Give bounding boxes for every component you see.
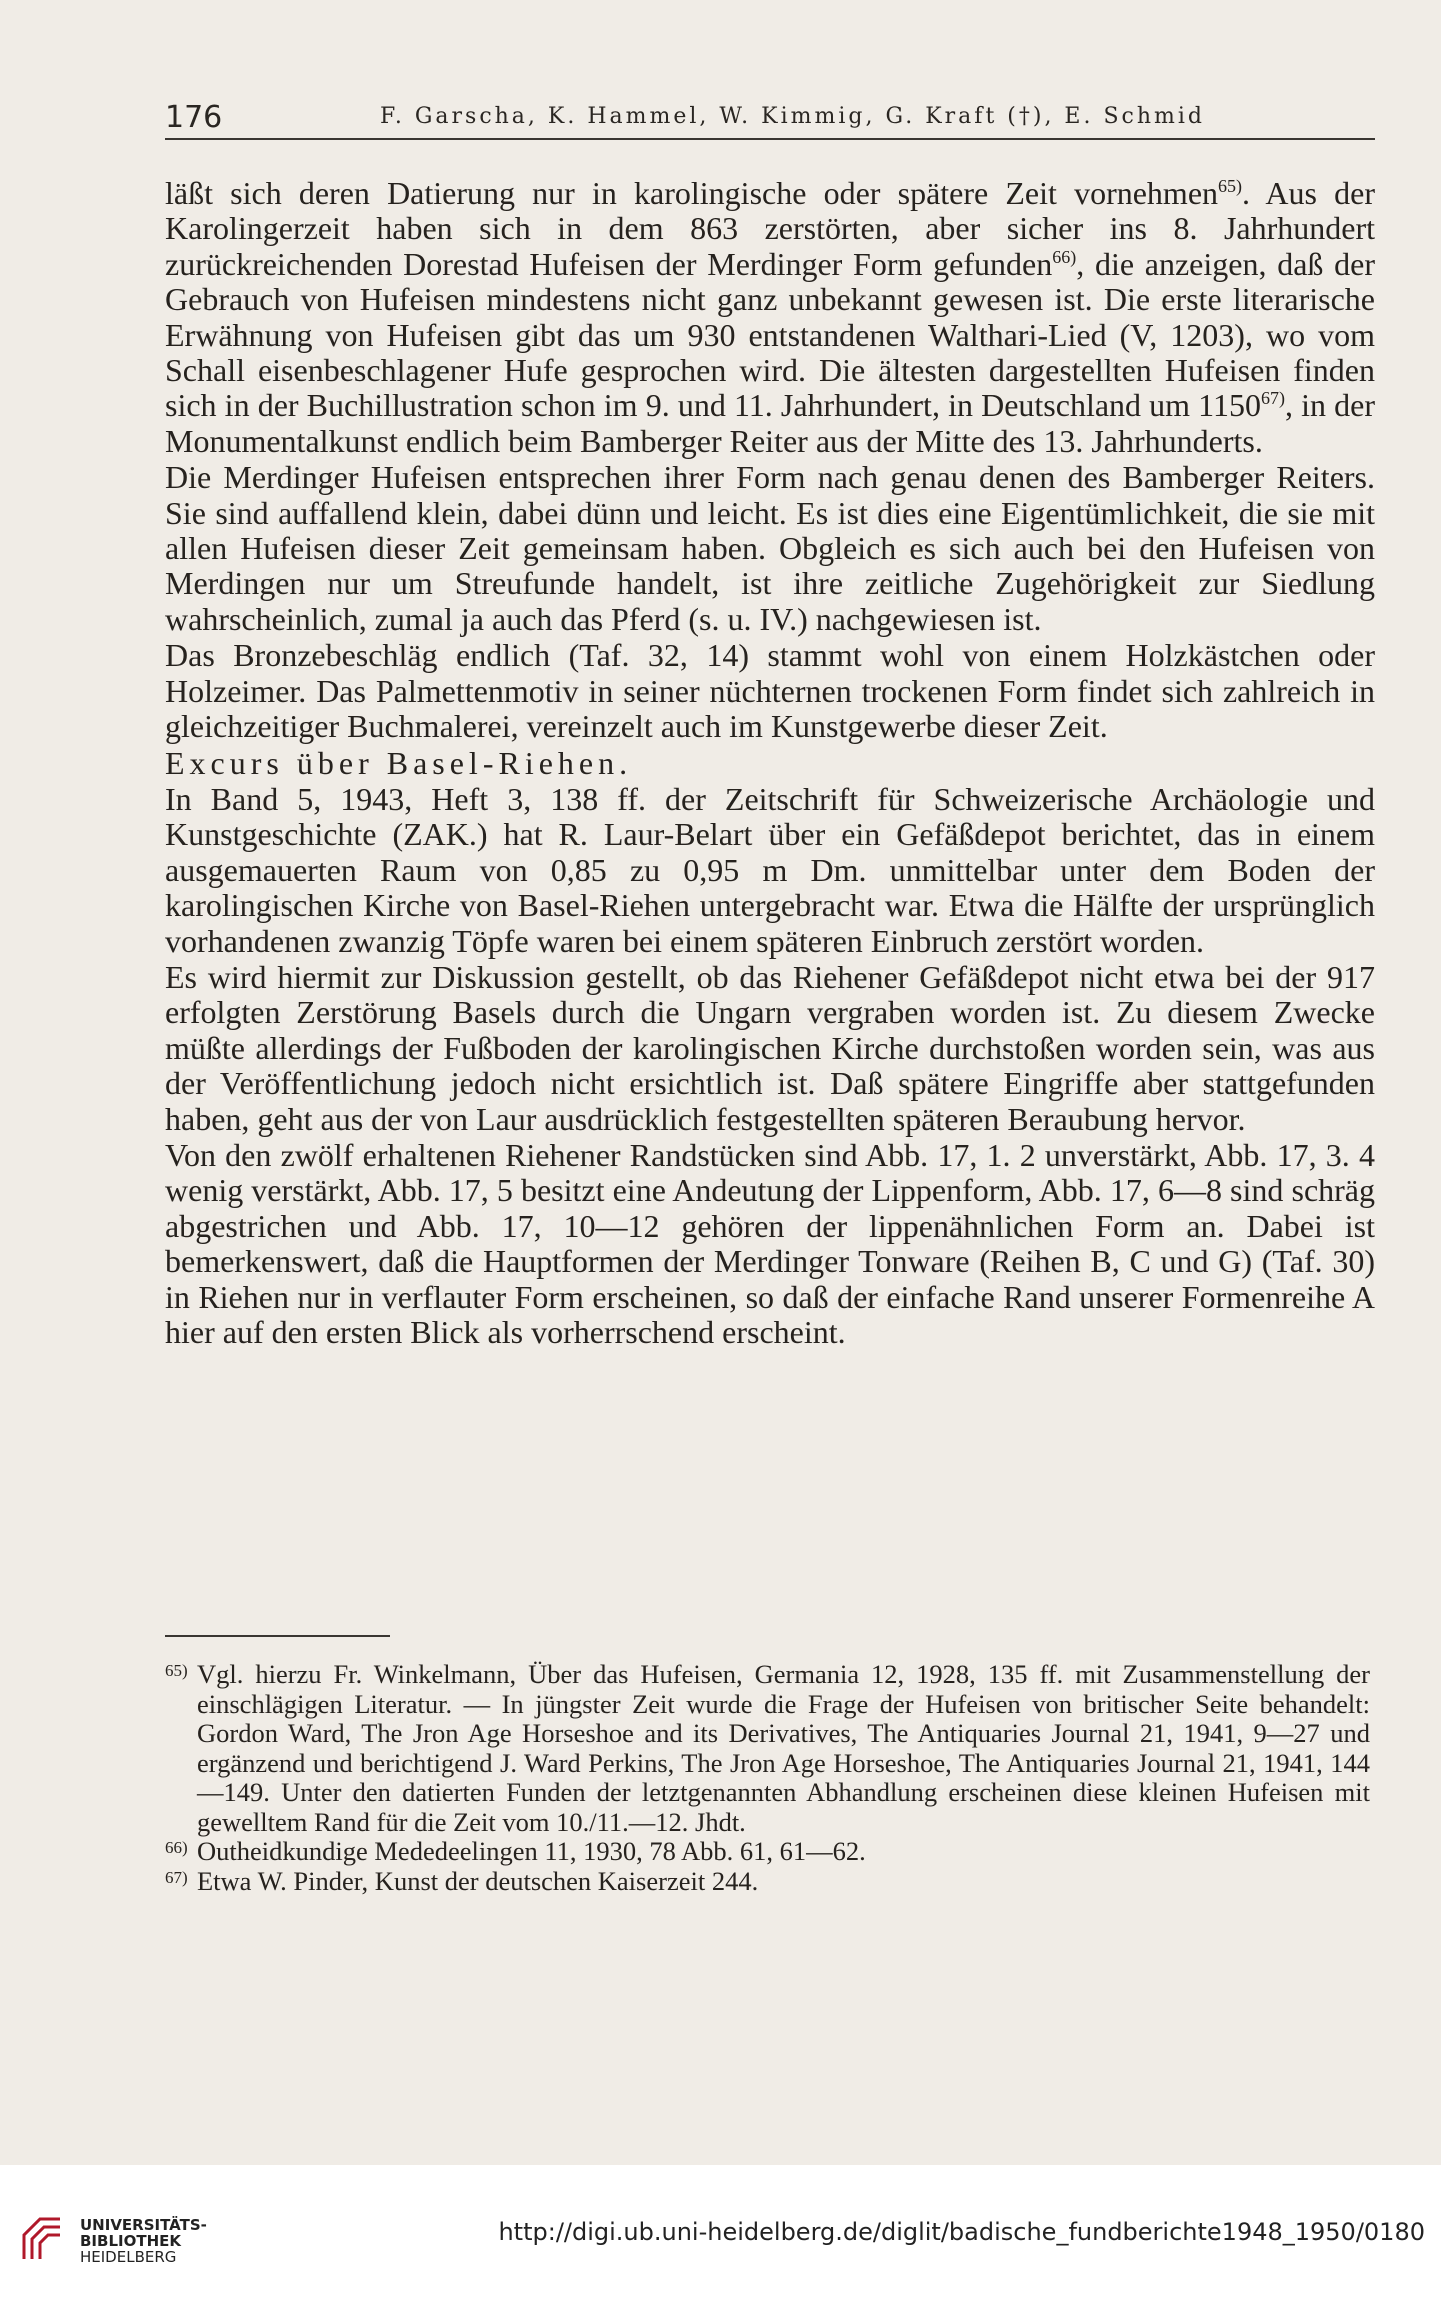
library-name-line-1: UNIVERSITÄTS- xyxy=(80,2216,207,2234)
source-url-link[interactable]: http://digi.ub.uni-heidelberg.de/diglit/badische_fundberichte1948_1950/0180 xyxy=(498,2218,1425,2246)
footnote-mark: 67) xyxy=(165,1867,188,1887)
library-logo-icon xyxy=(18,2215,66,2263)
paragraph-6: Von den zwölf erhaltenen Riehener Randstücken sind Abb. 17, 1. 2 unverstärkt, Abb. 17, 3. 4 wenig verstärkt, Abb. 17, 5 besitzt eine Andeutung der Lippenform, Abb. 17, 6—8 sind schräg abgestrichen und Abb. 17, 10—12 gehören der lippenähnlichen Form an. Dabei ist bemerkenswert, daß die Hauptformen der Merdinger Tonware (Reihen B, C und G) (Taf. 30) in Riehen nur in verflauter Form erscheinen, so daß der einfache Rand unserer Formenreihe A hier auf den ersten Blick als vorherrschend erscheint. xyxy=(165,1136,1375,1350)
library-name xyxy=(80,2217,207,2265)
footnote-text: Outheidkundige Mededeelingen 11, 1930, 78 Abb. 61, 61—62. xyxy=(197,1836,866,1866)
body-text xyxy=(165,176,1375,1351)
footnote-ref-65[interactable]: 65) xyxy=(1218,176,1243,196)
footnote-mark: 65) xyxy=(165,1661,188,1680)
paragraph-4: In Band 5, 1943, Heft 3, 138 ff. der Zeitschrift für Schweizerische Archäologie und Kunstgeschichte (ZAK.) hat R. Laur-Belart über ein Gefäßdepot berichtet, das in einem ausgemauerten Raum von 0,85 zu 0,95 m Dm. unmittelbar unter dem Boden der karolingischen Kirche von Basel-Riehen untergebracht war. Etwa die Hälfte der ursprünglich vorhandenen zwanzig Töpfe waren bei einem späteren Einbruch zerstört worden. xyxy=(165,780,1375,959)
library-name-line-3: HEIDELBERG xyxy=(80,2248,177,2266)
running-head: F. Garscha, K. Hammel, W. Kimmig, G. Kraft (†), E. Schmid xyxy=(380,104,1206,129)
footer-bar xyxy=(0,2165,1441,2311)
paragraph-1-part-d: , in der Monumentalkunst endlich beim Bamberger Reiter aus der Mitte des 13. Jahrhunderts. xyxy=(165,387,1376,459)
footnote-ref-67[interactable]: 67) xyxy=(1261,388,1285,409)
paragraph-1-part-b: . Aus der Karolingerzeit haben sich in dem 863 zerstörten, aber sicher ins 8. Jahrhundert zurückreichenden Dorestad Hufeisen der Merdinger Form gefunden xyxy=(165,175,1376,282)
paragraph-1 xyxy=(165,176,1375,459)
paragraph-1-part-c: , die anzeigen, daß der Gebrauch von Hufeisen mindestens nicht ganz unbekannt gewesen ist. Die erste literarische Erwähnung von Hufeisen gibt das um 930 entstandenen Walthari-Lied (V, 1203), wo vom Schall eisenbeschlagener Hufe gesprochen wird. Die ältesten dargestellten Hufeisen finden sich in der Buchillustration schon im 9. und 11. Jahrhundert, in Deutschland um 1150 xyxy=(165,245,1376,424)
paragraph-3: Das Bronzebeschläg endlich (Taf. 32, 14) stammt wohl von einem Holzkästchen oder Holzeimer. Das Palmettenmotiv in seiner nüchternen trockenen Form findet sich zahlreich in gleichzeitiger Buchmalerei, vereinzelt auch im Kunstgewerbe dieser Zeit. xyxy=(165,637,1375,745)
footnote-65 xyxy=(165,1660,1370,1837)
page-number: 176 xyxy=(165,100,223,135)
footnote-text: Vgl. hierzu Fr. Winkelmann, Über das Hufeisen, Germania 12, 1928, 135 ff. mit Zusammenstellung der einschlägigen Literatur. — In jüngster Zeit wurde die Frage der Hufeisen von britischer Seite behandelt: Gordon Ward, The Jron Age Horseshoe and its Derivatives, The Antiquaries Journal 21, 1941, 9—27 und ergänzend und berichtigend J. Ward Perkins, The Jron Age Horseshoe, The Antiquaries Journal 21, 1941, 144—149. Unter den datierten Funden der letztgenannten Abhandlung erscheinen diese kleinen Hufeisen mit gewelltem Rand für die Zeit vom 10./11.—12. Jhdt. xyxy=(197,1659,1370,1837)
excurs-heading: Excurs über Basel-Riehen. xyxy=(165,744,633,781)
paragraph-5: Es wird hiermit zur Diskussion gestellt, ob das Riehener Gefäßdepot nicht etwa bei der 917 erfolgten Zerstörung Basels durch die Ungarn vergraben worden ist. Zu diesem Zwecke müßte allerdings der Fußboden der karolingischen Kirche durchstoßen worden sein, was aus der Veröffentlichung jedoch nicht ersichtlich ist. Daß spätere Eingriffe aber stattgefunden haben, geht aus der von Laur ausdrücklich festgestellten späteren Beraubung hervor. xyxy=(165,958,1375,1137)
footnote-ref-66[interactable]: 66) xyxy=(1052,246,1077,267)
paragraph-2: Die Merdinger Hufeisen entsprechen ihrer Form nach genau denen des Bamberger Reiters. Sie sind auffallend klein, dabei dünn und leicht. Es ist dies eine Eigentümlichkeit, die sie mit allen Hufeisen dieser Zeit gemeinsam haben. Obgleich es sich auch bei den Hufeisen von Merdingen nur um Streufunde handelt, ist ihre zeitliche Zugehörigkeit zur Siedlung wahrscheinlich, zumal ja auch das Pferd (s. u. IV.) nachgewiesen ist. xyxy=(165,459,1375,637)
page-header xyxy=(165,100,1375,140)
paragraph-1-part-a: läßt sich deren Datierung nur in karolingische oder spätere Zeit vornehmen xyxy=(165,175,1219,211)
library-name-line-2: BIBLIOTHEK xyxy=(80,2232,181,2250)
footnote-rule xyxy=(165,1635,390,1637)
footnotes xyxy=(165,1660,1370,1896)
footnote-67 xyxy=(165,1867,1370,1897)
footnote-66 xyxy=(165,1837,1370,1867)
footnote-text: Etwa W. Pinder, Kunst der deutschen Kaiserzeit 244. xyxy=(197,1865,759,1896)
footnote-mark: 66) xyxy=(165,1838,188,1857)
